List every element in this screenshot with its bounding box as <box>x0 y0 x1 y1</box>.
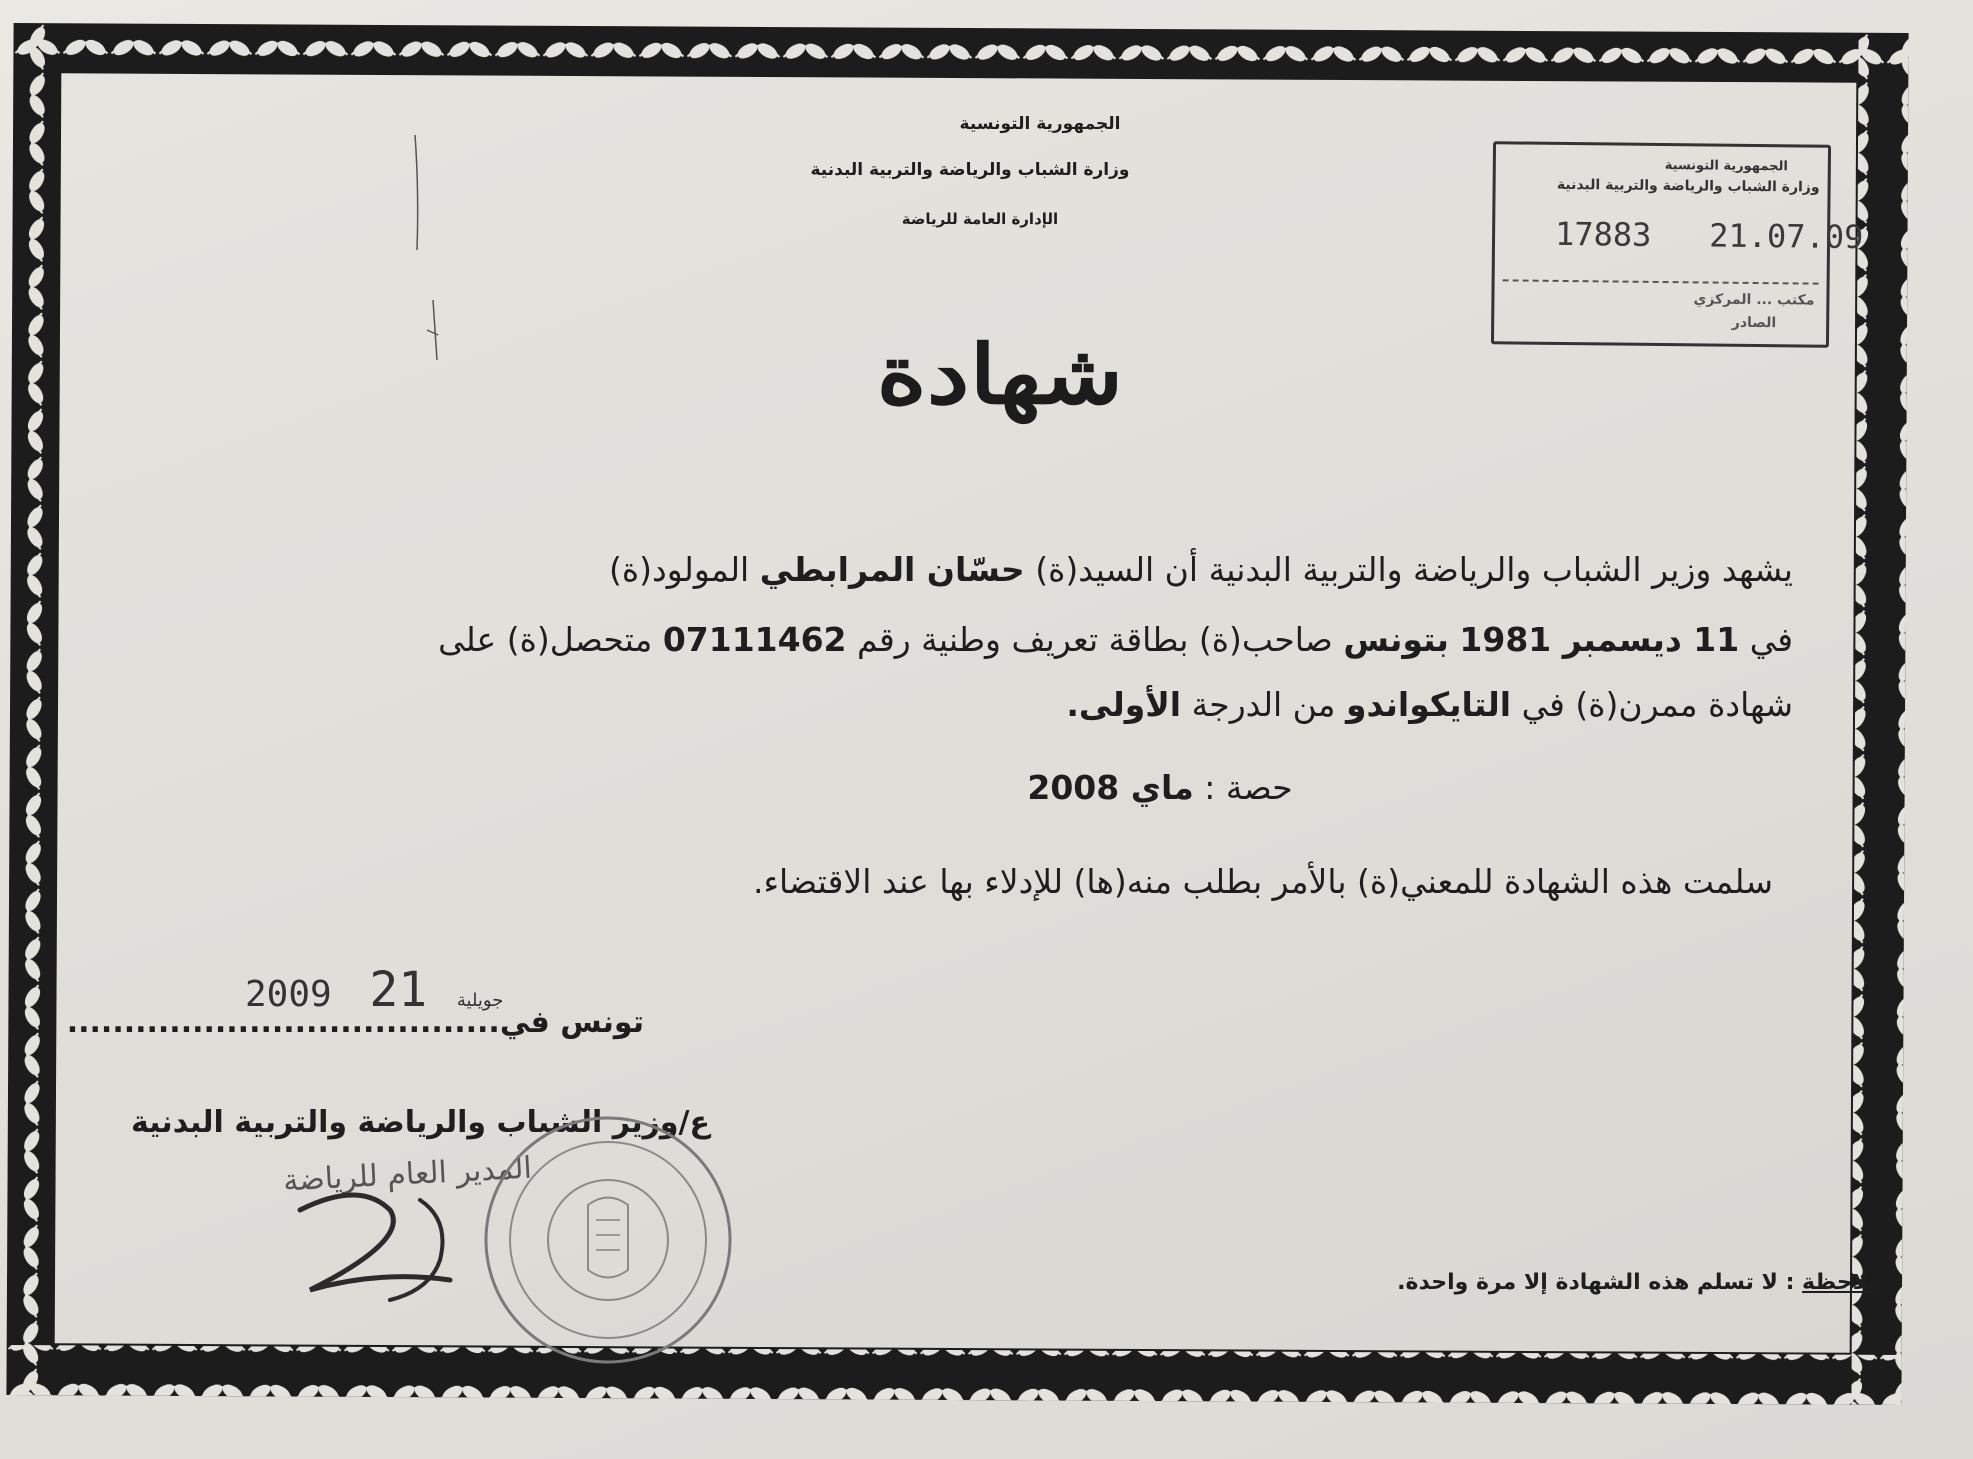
handwritten-signature <box>270 1180 530 1310</box>
place-line <box>66 1005 644 1040</box>
session-line <box>900 768 1420 807</box>
id-number: 07111462 <box>662 620 847 659</box>
obtained-text: متحصل(ة) على <box>438 620 653 659</box>
header-ministry: وزارة الشباب والرياضة والتربية البدنية <box>810 160 1130 180</box>
session-label: حصة : <box>1204 768 1293 807</box>
certificate-title: شهادة <box>876 326 1124 423</box>
intro-text: يشهد وزير الشباب والرياضة والتربية البدنية أن السيد(ة) <box>1035 550 1793 589</box>
note-label: ملاحظة <box>1802 1270 1883 1295</box>
date-day: 21 <box>369 962 428 1018</box>
stamp-office: مكتب ... المركزي <box>1693 291 1815 309</box>
date-year: 2009 <box>245 974 332 1015</box>
stamp-reference <box>1555 215 1864 256</box>
born-prefix: في <box>1749 620 1793 659</box>
place-dots: ...................................... <box>66 1005 500 1040</box>
date-month: جويلية <box>456 990 504 1011</box>
registration-stamp <box>1491 141 1864 348</box>
note-text: : لا تسلم هذه الشهادة إلا مرة واحدة. <box>1397 1270 1795 1295</box>
stamp-ministry: وزارة الشباب والرياضة والتربية البدنية <box>1556 176 1820 196</box>
stamp-date: 21.07.09 <box>1709 216 1864 257</box>
stamp-outgoing: الصادر <box>1731 314 1777 332</box>
cert-prefix: شهادة ممرن(ة) في <box>1521 685 1793 724</box>
discipline: التايكواندو <box>1345 685 1512 724</box>
birth-date: 11 ديسمبر 1981 <box>1459 620 1740 659</box>
body-line-3 <box>133 685 1793 725</box>
signatory-stamp-text: المدير العام للرياضة <box>282 1150 533 1199</box>
holder-name: حسّان المرابطي <box>759 550 1025 589</box>
certificate-note <box>1183 1270 1883 1295</box>
header-directorate: الإدارة العامة للرياضة <box>901 210 1059 228</box>
signatory-title: ع/وزير الشباب والرياضة والتربية البدنية <box>130 1105 710 1140</box>
session-value: ماي 2008 <box>1027 768 1194 807</box>
id-text: صاحب(ة) بطاقة تعريف وطنية رقم <box>857 620 1333 659</box>
degree: الأولى. <box>1066 685 1182 724</box>
degree-prefix: من الدرجة <box>1191 685 1336 724</box>
place-label: تونس في <box>499 1005 644 1040</box>
stamp-divider <box>1503 279 1819 284</box>
stamp-number: 17883 <box>1554 214 1652 254</box>
birth-place: بتونس <box>1343 620 1449 659</box>
body-line-1 <box>133 550 1793 590</box>
issued-statement: سلمت هذه الشهادة للمعني(ة) بالأمر بطلب منه(ها) للإدلاء بها عند الاقتضاء. <box>752 862 1773 901</box>
body-line-2 <box>133 620 1793 660</box>
stamp-republic: الجمهورية التونسية <box>1664 158 1788 175</box>
header-republic: الجمهورية التونسية <box>959 114 1121 134</box>
born-label: المولود(ة) <box>609 550 750 589</box>
